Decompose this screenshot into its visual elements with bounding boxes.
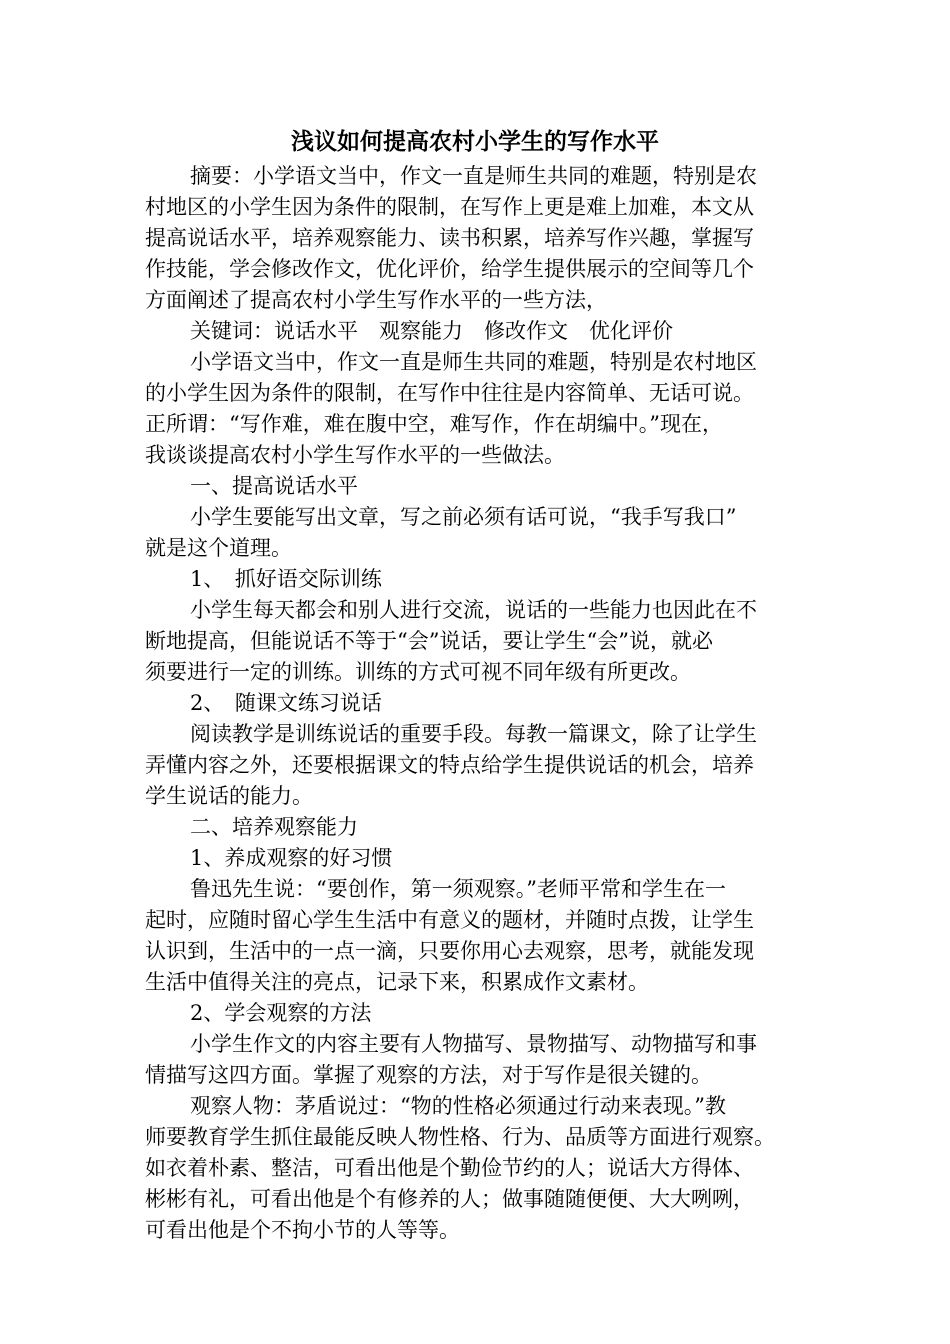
- paragraph-line: 可看出他是个不拘小节的人等等。: [145, 1218, 460, 1242]
- section-heading-2: 二、培养观察能力: [190, 815, 358, 839]
- intro-line-3: 正所谓：“写作难，难在腹中空，难写作，作在胡编中。”现在，: [145, 412, 723, 436]
- subsection-heading: 2、 随课文练习说话: [190, 691, 382, 715]
- paragraph-line: 小学生每天都会和别人进行交流，说话的一些能力也因此在不: [190, 598, 757, 622]
- subsection-heading: 2、学会观察的方法: [190, 1001, 372, 1025]
- abstract-line-4: 作技能，学会修改作文，优化评价，给学生提供展示的空间等几个: [145, 257, 754, 281]
- abstract-line-3: 提高说话水平，培养观察能力、读书积累，培养写作兴趣，掌握写: [145, 226, 754, 250]
- paragraph-line: 生活中值得关注的亮点，记录下来，积累成作文素材。: [145, 970, 649, 994]
- paragraph-line: 认识到，生活中的一点一滴，只要你用心去观察，思考，就能发现: [145, 939, 754, 963]
- paragraph-line: 阅读教学是训练说话的重要手段。每教一篇课文，除了让学生: [190, 722, 757, 746]
- intro-line-2: 的小学生因为条件的限制，在写作中往往是内容简单、无话可说。: [145, 381, 754, 405]
- paragraph-line: 观察人物：茅盾说过：“物的性格必须通过行动来表现。”教: [190, 1094, 726, 1118]
- paragraph-line: 弄懂内容之外，还要根据课文的特点给学生提供说话的机会，培养: [145, 753, 754, 777]
- paragraph-line: 师要教育学生抓住最能反映人物性格、行为、品质等方面进行观察。: [145, 1125, 775, 1149]
- abstract-line-2: 村地区的小学生因为条件的限制，在写作上更是难上加难，本文从: [145, 195, 754, 219]
- subsection-heading: 1、 抓好语交际训练: [190, 567, 382, 591]
- paragraph-line: 鲁迅先生说：“要创作，第一须观察。”老师平常和学生在一: [190, 877, 726, 901]
- paragraph-line: 小学生要能写出文章，写之前必须有话可说，“我手写我口”: [190, 505, 737, 529]
- paragraph-line: 断地提高，但能说话不等于“会”说话，要让学生“会”说，就必: [145, 629, 713, 653]
- subsection-heading: 1、养成观察的好习惯: [190, 846, 393, 870]
- paragraph-line: 就是这个道理。: [145, 536, 292, 560]
- intro-line-1: 小学语文当中，作文一直是师生共同的难题，特别是农村地区: [190, 350, 757, 374]
- paragraph-line: 彬彬有礼，可看出他是个有修养的人；做事随随便便、大大咧咧，: [145, 1187, 754, 1211]
- paragraph-line: 须要进行一定的训练。训练的方式可视不同年级有所更改。: [145, 660, 691, 684]
- intro-line-4: 我谈谈提高农村小学生写作水平的一些做法。: [145, 443, 565, 467]
- section-heading-1: 一、提高说话水平: [190, 474, 358, 498]
- abstract-line-1: 摘要：小学语文当中，作文一直是师生共同的难题，特别是农: [190, 164, 757, 188]
- paragraph-line: 小学生作文的内容主要有人物描写、景物描写、动物描写和事: [190, 1032, 757, 1056]
- document-title: 浅议如何提高农村小学生的写作水平: [291, 129, 659, 155]
- paragraph-line: 学生说话的能力。: [145, 784, 313, 808]
- paragraph-line: 如衣着朴素、整洁，可看出他是个勤俭节约的人；说话大方得体、: [145, 1156, 754, 1180]
- paragraph-line: 起时，应随时留心学生生活中有意义的题材，并随时点拨，让学生: [145, 908, 754, 932]
- paragraph-line: 情描写这四方面。掌握了观察的方法，对于写作是很关键的。: [145, 1063, 712, 1087]
- keywords-line: 关键词：说话水平 观察能力 修改作文 优化评价: [190, 319, 673, 343]
- abstract-line-5: 方面阐述了提高农村小学生写作水平的一些方法，: [145, 288, 607, 312]
